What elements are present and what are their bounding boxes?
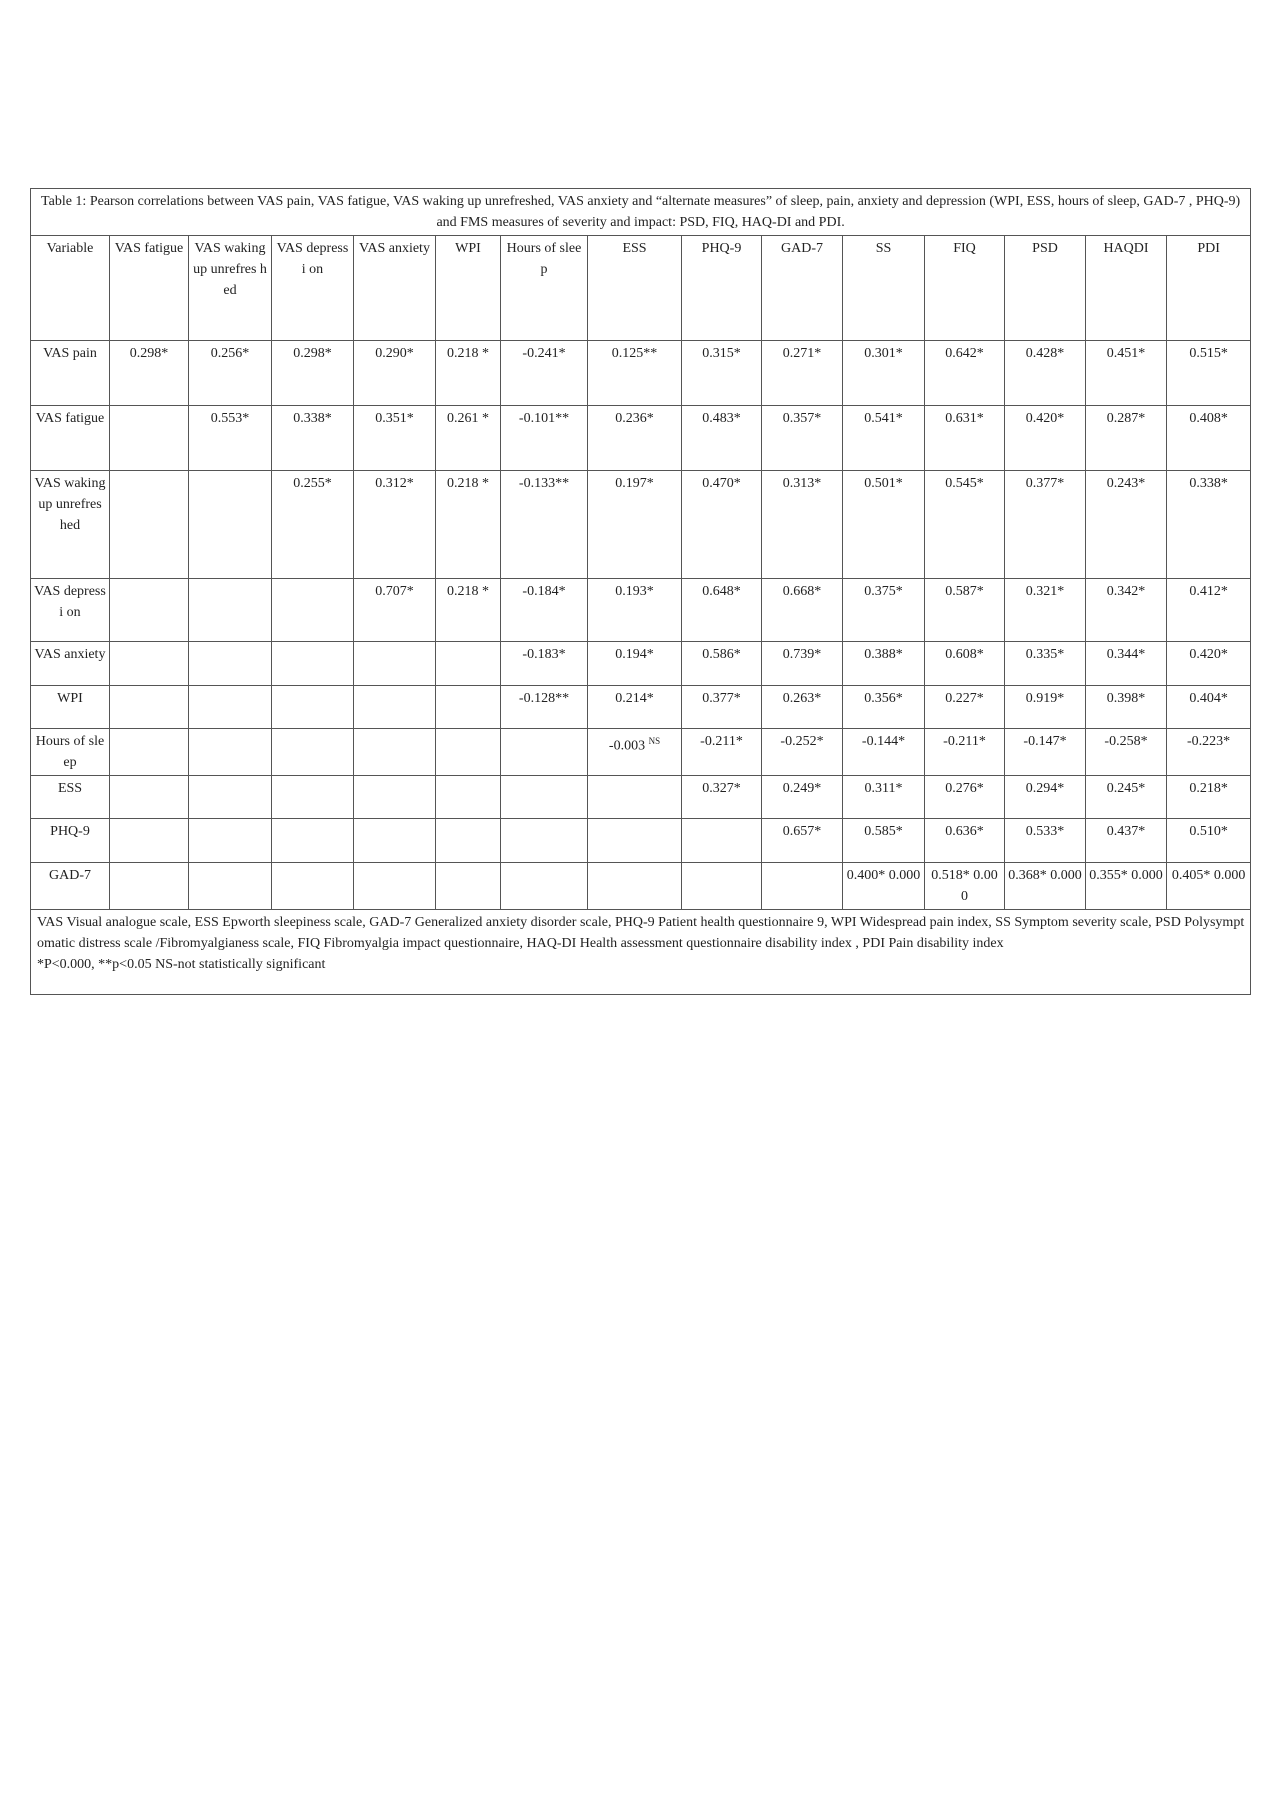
- table-cell: 0.400* 0.000: [843, 863, 925, 910]
- table-cell: 0.311*: [843, 776, 925, 819]
- column-header: PHQ-9: [682, 236, 762, 341]
- table-cell: [189, 471, 272, 579]
- table-cell: 0.668*: [762, 579, 843, 642]
- table-row: [31, 406, 1251, 471]
- table-cell: 0.298*: [110, 341, 189, 406]
- table-cell: [272, 819, 354, 863]
- row-label: VAS anxiety: [31, 642, 110, 686]
- table-cell: 0.919*: [1005, 686, 1086, 729]
- table-cell: 0.533*: [1005, 819, 1086, 863]
- table-cell: -0.144*: [843, 729, 925, 776]
- table-cell: 0.420*: [1167, 642, 1251, 686]
- table-cell: 0.483*: [682, 406, 762, 471]
- table-cell: [682, 819, 762, 863]
- table-cell: [354, 729, 436, 776]
- table-cell: 0.197*: [588, 471, 682, 579]
- table-cell: [354, 863, 436, 910]
- table-cell: [272, 579, 354, 642]
- table-cell: 0.587*: [925, 579, 1005, 642]
- table-cell: 0.290*: [354, 341, 436, 406]
- table-row: [31, 819, 1251, 863]
- cell-value: -0.003: [608, 738, 646, 754]
- table-cell: [110, 406, 189, 471]
- column-header: HAQDI: [1086, 236, 1167, 341]
- table-cell: 0.356*: [843, 686, 925, 729]
- row-label: PHQ-9: [31, 819, 110, 863]
- table-cell: 0.338*: [272, 406, 354, 471]
- table-cell: 0.515*: [1167, 341, 1251, 406]
- table-cell: 0.125**: [588, 341, 682, 406]
- table-cell: -0.128**: [501, 686, 588, 729]
- table-cell: [588, 819, 682, 863]
- table-cell: 0.256*: [189, 341, 272, 406]
- table-cell: 0.227*: [925, 686, 1005, 729]
- column-header: VAS depressi on: [272, 236, 354, 341]
- table-cell: 0.451*: [1086, 341, 1167, 406]
- table-cell: [436, 686, 501, 729]
- table-footnote: [31, 910, 1251, 995]
- table-cell: -0.211*: [682, 729, 762, 776]
- table-cell: -0.101**: [501, 406, 588, 471]
- table-cell: [189, 579, 272, 642]
- table-cell: 0.541*: [843, 406, 925, 471]
- table-row: [31, 341, 1251, 406]
- table-cell: 0.312*: [354, 471, 436, 579]
- table-cell: 0.243*: [1086, 471, 1167, 579]
- table-cell: 0.218 *: [436, 579, 501, 642]
- table-cell: [110, 642, 189, 686]
- table-cell: 0.218 *: [436, 341, 501, 406]
- table-cell: -0.211*: [925, 729, 1005, 776]
- table-cell: 0.313*: [762, 471, 843, 579]
- table-cell: 0.287*: [1086, 406, 1167, 471]
- table-cell: [110, 819, 189, 863]
- table-cell: 0.586*: [682, 642, 762, 686]
- column-header: FIQ: [925, 236, 1005, 341]
- table-row: [31, 863, 1251, 910]
- column-header: GAD-7: [762, 236, 843, 341]
- table-cell: 0.404*: [1167, 686, 1251, 729]
- table-cell: 0.545*: [925, 471, 1005, 579]
- table-cell: [272, 863, 354, 910]
- table-cell: 0.739*: [762, 642, 843, 686]
- table-cell: 0.357*: [762, 406, 843, 471]
- table-cell: 0.518* 0.000: [925, 863, 1005, 910]
- table-cell: [189, 863, 272, 910]
- table-cell: 0.214*: [588, 686, 682, 729]
- table-cell: 0.351*: [354, 406, 436, 471]
- table-row: [31, 642, 1251, 686]
- table-cell: 0.249*: [762, 776, 843, 819]
- table-cell: 0.631*: [925, 406, 1005, 471]
- table-cell: 0.194*: [588, 642, 682, 686]
- column-header: VAS fatigue: [110, 236, 189, 341]
- table-cell: 0.261 *: [436, 406, 501, 471]
- row-label: WPI: [31, 686, 110, 729]
- table-cell: 0.377*: [1005, 471, 1086, 579]
- table-cell: 0.301*: [843, 341, 925, 406]
- table-cell: 0.236*: [588, 406, 682, 471]
- table-cell: [272, 729, 354, 776]
- table-cell: 0.707*: [354, 579, 436, 642]
- footnote-row: [31, 910, 1251, 995]
- table-caption: Table 1: Pearson correlations between VAS pain, VAS fatigue, VAS waking up unrefreshed, VAS anxiety and “alternate measures” of sleep, pain, anxiety and depression (WPI, ESS, hours of sleep, GAD-7 , PHQ-9) and FMS measures of severity and impact: PSD, FIQ, HAQ-DI and PDI.: [31, 189, 1251, 236]
- abbreviations-note: VAS Visual analogue scale, ESS Epworth sleepiness scale, GAD-7 Generalized anxiety disorder scale, PHQ-9 Patient health questionnaire 9, WPI Widespread pain index, SS Symptom severity scale, PSD Polysymptomatic distress scale /Fibromyalgianess scale, FIQ Fibromyalgia impact questionnaire, HAQ-DI Health assessment questionnaire disability index , PDI Pain disability index: [37, 915, 1245, 951]
- table-cell: 0.420*: [1005, 406, 1086, 471]
- table-cell: 0.510*: [1167, 819, 1251, 863]
- table-cell: 0.388*: [843, 642, 925, 686]
- table-cell: [501, 776, 588, 819]
- table-cell: 0.193*: [588, 579, 682, 642]
- table-cell: 0.245*: [1086, 776, 1167, 819]
- table-cell: 0.398*: [1086, 686, 1167, 729]
- table-row: [31, 579, 1251, 642]
- table-cell: -0.184*: [501, 579, 588, 642]
- table-cell: [588, 776, 682, 819]
- table-cell: 0.218 *: [436, 471, 501, 579]
- row-label: VAS depressi on: [31, 579, 110, 642]
- table-cell: [588, 863, 682, 910]
- column-header: PSD: [1005, 236, 1086, 341]
- table-row: [31, 686, 1251, 729]
- table-cell: [189, 729, 272, 776]
- row-label: GAD-7: [31, 863, 110, 910]
- table-cell: [272, 642, 354, 686]
- table-cell: 0.408*: [1167, 406, 1251, 471]
- table-cell: 0.276*: [925, 776, 1005, 819]
- table-cell: [110, 776, 189, 819]
- table-cell: [110, 729, 189, 776]
- table-cell: -0.252*: [762, 729, 843, 776]
- table-cell: 0.355* 0.000: [1086, 863, 1167, 910]
- significance-superscript: NS: [648, 736, 661, 746]
- table-cell: 0.608*: [925, 642, 1005, 686]
- table-cell: [189, 776, 272, 819]
- column-header: VAS waking up unrefres hed: [189, 236, 272, 341]
- table-cell: 0.255*: [272, 471, 354, 579]
- row-label: VAS waking up unrefres hed: [31, 471, 110, 579]
- table-cell: 0.298*: [272, 341, 354, 406]
- table-cell: 0.342*: [1086, 579, 1167, 642]
- table-cell: -0.183*: [501, 642, 588, 686]
- table-cell: [110, 863, 189, 910]
- table-cell: [588, 729, 682, 776]
- table-cell: 0.585*: [843, 819, 925, 863]
- column-header: Hours of sleep: [501, 236, 588, 341]
- table-cell: 0.327*: [682, 776, 762, 819]
- table-cell: 0.470*: [682, 471, 762, 579]
- table-row: [31, 729, 1251, 776]
- table-cell: -0.223*: [1167, 729, 1251, 776]
- table-cell: -0.147*: [1005, 729, 1086, 776]
- table-cell: [354, 642, 436, 686]
- table-cell: [189, 819, 272, 863]
- row-label: Hours of sleep: [31, 729, 110, 776]
- table-row: [31, 776, 1251, 819]
- column-header: WPI: [436, 236, 501, 341]
- table-cell: 0.315*: [682, 341, 762, 406]
- table-cell: [436, 863, 501, 910]
- table-cell: 0.437*: [1086, 819, 1167, 863]
- table-cell: -0.133**: [501, 471, 588, 579]
- table-cell: [354, 776, 436, 819]
- table-cell: [501, 819, 588, 863]
- table-cell: [189, 686, 272, 729]
- table-cell: [110, 579, 189, 642]
- column-header: Variable: [31, 236, 110, 341]
- table-cell: [762, 863, 843, 910]
- table-cell: 0.553*: [189, 406, 272, 471]
- column-header: ESS: [588, 236, 682, 341]
- column-header: PDI: [1167, 236, 1251, 341]
- table-cell: 0.405* 0.000: [1167, 863, 1251, 910]
- table-cell: [110, 686, 189, 729]
- table-cell: 0.377*: [682, 686, 762, 729]
- table-cell: [501, 729, 588, 776]
- table-cell: 0.321*: [1005, 579, 1086, 642]
- table-cell: 0.412*: [1167, 579, 1251, 642]
- caption-row: [31, 189, 1251, 236]
- table-row: [31, 471, 1251, 579]
- row-label: VAS pain: [31, 341, 110, 406]
- table-cell: [354, 819, 436, 863]
- table-cell: [501, 863, 588, 910]
- row-label: ESS: [31, 776, 110, 819]
- table-cell: 0.338*: [1167, 471, 1251, 579]
- column-header: SS: [843, 236, 925, 341]
- table-cell: 0.218*: [1167, 776, 1251, 819]
- table-cell: 0.428*: [1005, 341, 1086, 406]
- table-cell: [110, 471, 189, 579]
- column-header: VAS anxiety: [354, 236, 436, 341]
- table-cell: [682, 863, 762, 910]
- table-cell: 0.648*: [682, 579, 762, 642]
- table-cell: 0.368* 0.000: [1005, 863, 1086, 910]
- table-cell: 0.335*: [1005, 642, 1086, 686]
- table-cell: [272, 776, 354, 819]
- table-cell: 0.375*: [843, 579, 925, 642]
- table-cell: [436, 729, 501, 776]
- table-cell: 0.263*: [762, 686, 843, 729]
- header-row: [31, 236, 1251, 341]
- table-cell: [436, 642, 501, 686]
- table-cell: 0.657*: [762, 819, 843, 863]
- table-cell: [436, 776, 501, 819]
- table-cell: 0.344*: [1086, 642, 1167, 686]
- table-cell: [354, 686, 436, 729]
- significance-note: *P<0.000, **p<0.05 NS-not statistically significant: [37, 957, 326, 972]
- table-cell: 0.501*: [843, 471, 925, 579]
- table-cell: [189, 642, 272, 686]
- table-cell: 0.642*: [925, 341, 1005, 406]
- table-cell: [436, 819, 501, 863]
- table-cell: [272, 686, 354, 729]
- table-cell: 0.636*: [925, 819, 1005, 863]
- table-cell: 0.294*: [1005, 776, 1086, 819]
- table-cell: -0.258*: [1086, 729, 1167, 776]
- table-cell: 0.271*: [762, 341, 843, 406]
- row-label: VAS fatigue: [31, 406, 110, 471]
- table-cell: -0.241*: [501, 341, 588, 406]
- correlation-table: [30, 188, 1251, 995]
